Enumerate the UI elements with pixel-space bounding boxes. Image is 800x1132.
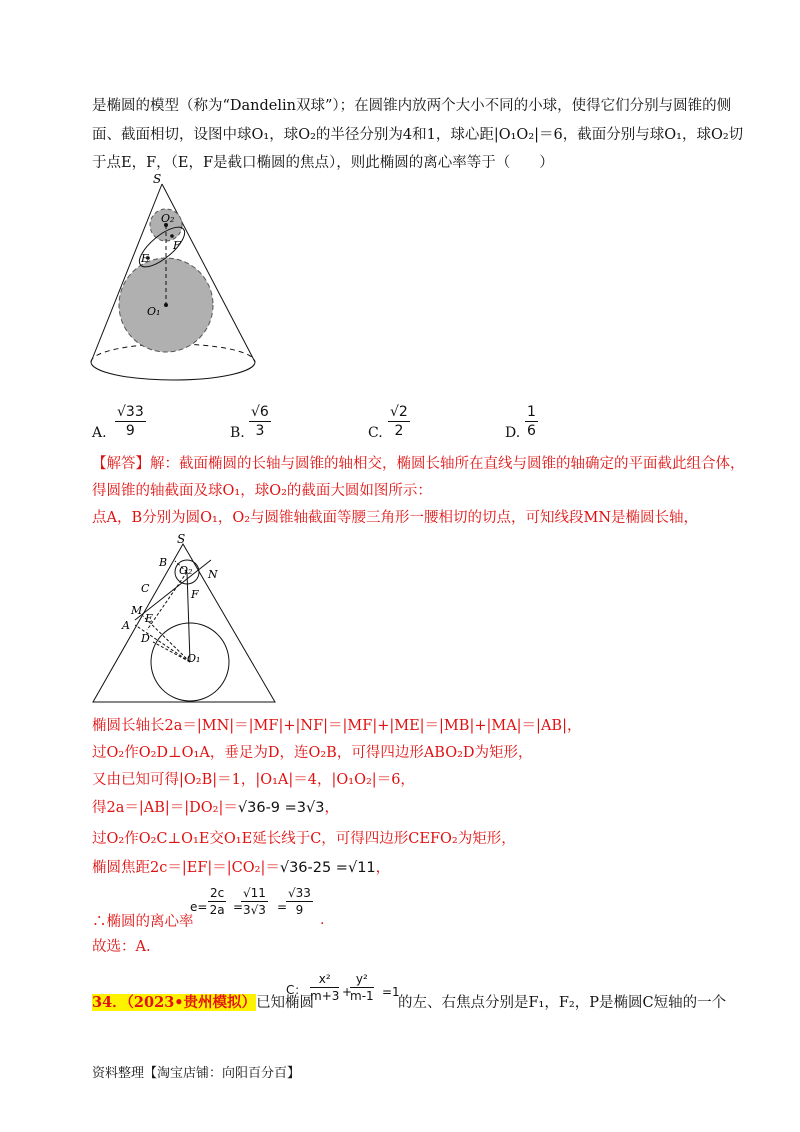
solution-line-2: 得圆锥的轴截面及球O₁，球O₂的截面大圆如图所示： bbox=[92, 483, 432, 499]
choice-a-den: 9 bbox=[125, 423, 135, 439]
label-E: E bbox=[141, 252, 150, 265]
choice-c-letter: C. bbox=[368, 425, 383, 441]
q34-y2: y² bbox=[355, 972, 368, 986]
label2-O1: O₁ bbox=[187, 652, 201, 665]
label2-E: E bbox=[145, 612, 154, 625]
ecc-frac-3-num: √33 bbox=[288, 886, 311, 900]
q34-plus: + bbox=[342, 985, 353, 999]
label2-B: B bbox=[159, 556, 168, 569]
choice-d-den: 6 bbox=[527, 423, 536, 439]
question-line-2: 面、截面相切，设图中球O₁，球O₂的半径分别为4和1，球心距|O₁O₂|＝6，截面分别与球O₁，球O₂切 bbox=[92, 127, 744, 143]
q34-eq: =1 bbox=[382, 985, 400, 999]
choice-b-letter: B. bbox=[230, 425, 245, 441]
choice-d-letter: D. bbox=[505, 425, 521, 441]
fraction-bar bbox=[525, 421, 538, 422]
label2-N: N bbox=[208, 568, 218, 581]
fraction-bar bbox=[115, 421, 146, 422]
label-O1: O₁ bbox=[147, 305, 161, 318]
fraction-bar bbox=[241, 901, 268, 902]
choice-a-fraction bbox=[115, 404, 146, 439]
solution-line-4: 椭圆长轴长2a＝|MN|＝|MF|+|NF|＝|MF|+|ME|＝|MB|+|MA|＝|AB|， bbox=[92, 718, 582, 734]
solution-line-7 bbox=[92, 798, 339, 818]
solution-line-9 bbox=[92, 858, 390, 878]
solution-line-5: 过O₂作O₂D⊥O₁A，垂足为D，连O₂B，可得四边形ABO₂D为矩形， bbox=[92, 745, 533, 761]
ecc-frac-2-num: √11 bbox=[243, 886, 266, 900]
ecc-frac-3 bbox=[286, 886, 313, 917]
question-line-3: 于点E，F，（E，F是截口椭圆的焦点），则此椭圆的离心率等于（ ） bbox=[92, 155, 554, 171]
choice-c-fraction bbox=[388, 404, 410, 439]
solution-line-7-text: 得2a＝|AB|＝|DO₂|＝ bbox=[92, 800, 238, 816]
label-F: F bbox=[173, 239, 181, 252]
q34-frac-2 bbox=[350, 972, 374, 1003]
ecc-frac-2 bbox=[241, 886, 268, 917]
ecc-frac-3-den: 9 bbox=[295, 903, 304, 917]
solution-line-8: 过O₂作O₂C⊥O₁E交O₁E延长线于C，可得四边形CEFO₂为矩形， bbox=[92, 831, 516, 847]
q34-d2: m-1 bbox=[350, 989, 374, 1003]
label2-C: C bbox=[141, 582, 150, 595]
q34-C: C： bbox=[286, 983, 307, 997]
solution-line-9-text: 椭圆焦距2c＝|EF|＝|CO₂|＝ bbox=[92, 860, 280, 876]
solution-line-1: 【解答】解：截面椭圆的长轴与圆锥的轴相交，椭圆长轴所在直线与圆锥的轴确定的平面截此组合体， bbox=[92, 456, 745, 472]
choice-b-num: √6 bbox=[251, 404, 269, 420]
dandelin-cone-figure bbox=[85, 170, 265, 400]
eccentricity-lhs: e= bbox=[190, 900, 208, 914]
choice-a-num: √33 bbox=[117, 404, 144, 420]
q34-frac-1 bbox=[310, 972, 339, 1003]
solution-line-9-math: √36-25 =√11 bbox=[279, 860, 376, 876]
axial-section-figure bbox=[85, 530, 285, 710]
label2-S: S bbox=[177, 532, 186, 546]
choice-a-letter: A. bbox=[92, 425, 107, 441]
footer-source: 资料整理【淘宝店铺：向阳百分百】 bbox=[92, 1066, 301, 1081]
solution-line-10-text: ∴椭圆的离心率 bbox=[92, 914, 194, 930]
ecc-end: . bbox=[320, 912, 325, 928]
fraction-bar bbox=[310, 987, 339, 988]
q34-number: 34．（2023•贵州模拟） bbox=[92, 994, 257, 1011]
q34-line bbox=[92, 993, 314, 1013]
choice-c-num: √2 bbox=[390, 404, 408, 420]
q34-post: 的左、右焦点分别是F₁，F₂，P是椭圆C短轴的一个 bbox=[398, 995, 727, 1011]
choice-b-fraction bbox=[249, 404, 271, 439]
label2-D: D bbox=[141, 632, 150, 645]
ecc-frac-2-den: 3√3 bbox=[243, 903, 266, 917]
ecc-frac-1 bbox=[208, 886, 226, 917]
label2-F: F bbox=[191, 588, 199, 601]
q34-x2: x² bbox=[318, 972, 331, 986]
fraction-bar bbox=[208, 901, 226, 902]
fraction-bar bbox=[350, 987, 374, 988]
choice-d-num: 1 bbox=[527, 404, 536, 420]
ecc-frac-1-num: 2c bbox=[210, 886, 225, 900]
choice-d-fraction bbox=[525, 404, 538, 439]
solution-line-6: 又由已知可得|O₂B|＝1，|O₁A|＝4，|O₁O₂|＝6， bbox=[92, 772, 415, 788]
label-S: S bbox=[153, 172, 162, 186]
solution-line-9-end: ， bbox=[375, 860, 391, 876]
solution-line-7-math: √36-9 =3√3 bbox=[237, 800, 325, 816]
label2-M: M bbox=[131, 604, 143, 617]
fraction-bar bbox=[388, 421, 410, 422]
solution-line-7-end: ， bbox=[324, 800, 339, 816]
question-line-1: 是椭圆的模型（称为“Dandelin双球”）；在圆锥内放两个大小不同的小球，使得它们分别与圆锥的侧 bbox=[92, 98, 732, 114]
solution-line-11: 故选：A. bbox=[92, 939, 151, 955]
ecc-frac-1-den: 2a bbox=[209, 903, 225, 917]
q34-d1: m+3 bbox=[310, 989, 340, 1003]
q34-pre: 已知椭圆 bbox=[256, 995, 315, 1011]
choice-b-den: 3 bbox=[255, 423, 265, 439]
fraction-bar bbox=[286, 901, 313, 902]
label-O2: O₂ bbox=[161, 212, 175, 225]
label2-O2: O₂ bbox=[179, 564, 193, 577]
fraction-bar bbox=[249, 421, 271, 422]
label2-A: A bbox=[122, 619, 130, 632]
choice-c-den: 2 bbox=[394, 423, 404, 439]
solution-line-3: 点A，B分别为圆O₁，O₂与圆锥轴截面等腰三角形一腰相切的切点，可知线段MN是椭圆长轴， bbox=[92, 510, 699, 526]
